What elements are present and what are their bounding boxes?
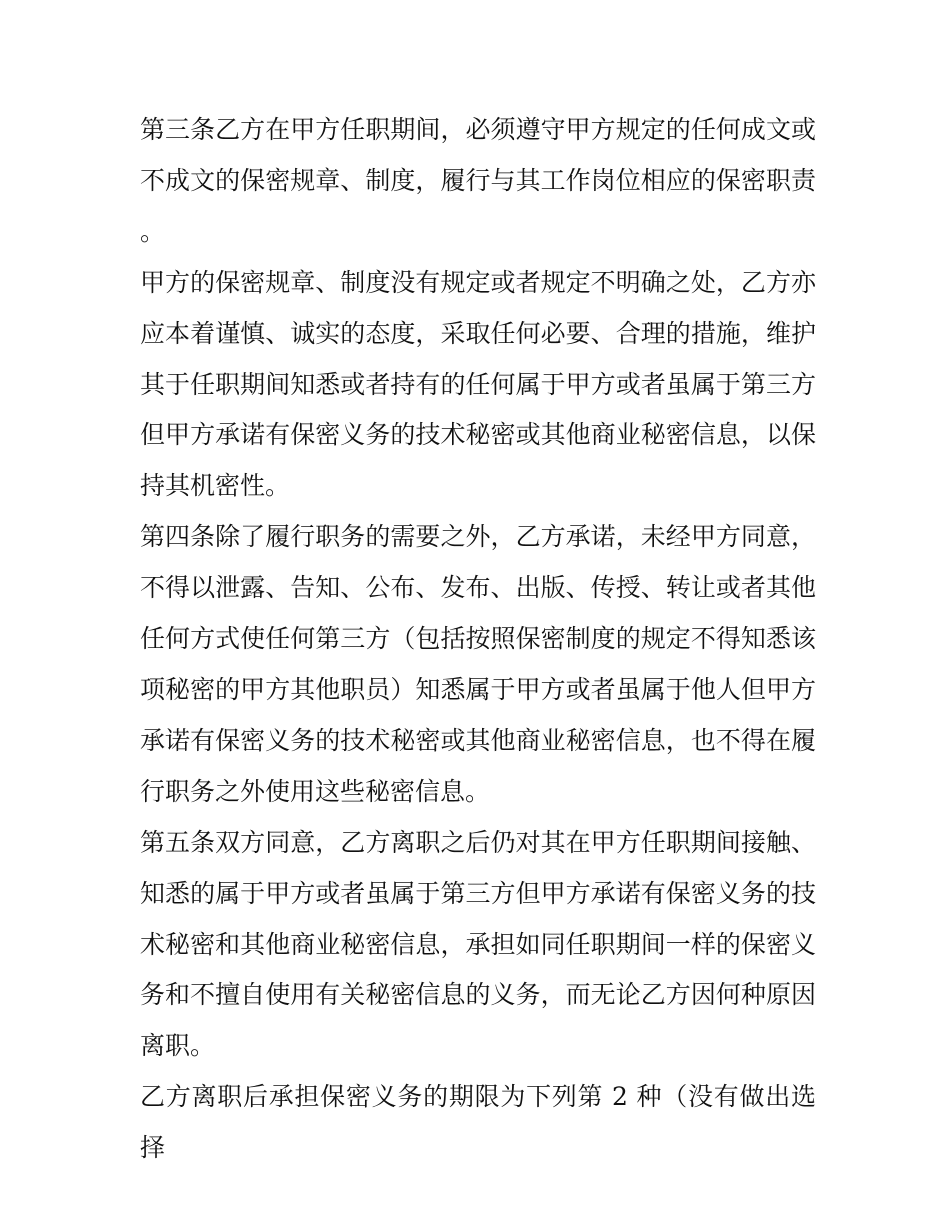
paragraph-article-3: 第三条乙方在甲方任职期间，必须遵守甲方规定的任何成文或不成文的保密规章、制度，履行与其工作岗位相应的保密职责。 <box>140 115 816 246</box>
document-body <box>140 105 816 1174</box>
paragraph-article-5: 第五条双方同意，乙方离职之后仍对其在甲方任职期间接触、知悉的属于甲方或者虽属于第三方但甲方承诺有保密义务的技术秘密和其他商业秘密信息，承担如同任职期间一样的保密义务和不擅自使用有关秘密信息的义务，而无论乙方因何种原因离职。 <box>140 827 816 1061</box>
paragraph-confidentiality-measures: 甲方的保密规章、制度没有规定或者规定不明确之处，乙方亦应本着谨慎、诚实的态度，采取任何必要、合理的措施，维护其于任职期间知悉或者持有的任何属于甲方或者虽属于第三方但甲方承诺有保密义务的技术秘密或其他商业秘密信息，以保持其机密性。 <box>140 267 816 501</box>
paragraph-post-employment-term: 乙方离职后承担保密义务的期限为下列第 2 种（没有做出选择 <box>140 1082 816 1163</box>
paragraph-article-4: 第四条除了履行职务的需要之外，乙方承诺，未经甲方同意，不得以泄露、告知、公布、发布、出版、传授、转让或者其他任何方式使任何第三方（包括按照保密制度的规定不得知悉该项秘密的甲方其他职员）知悉属于甲方或者虽属于他人但甲方承诺有保密义务的技术秘密或其他商业秘密信息，也不得在履行职务之外使用这些秘密信息。 <box>140 522 816 806</box>
